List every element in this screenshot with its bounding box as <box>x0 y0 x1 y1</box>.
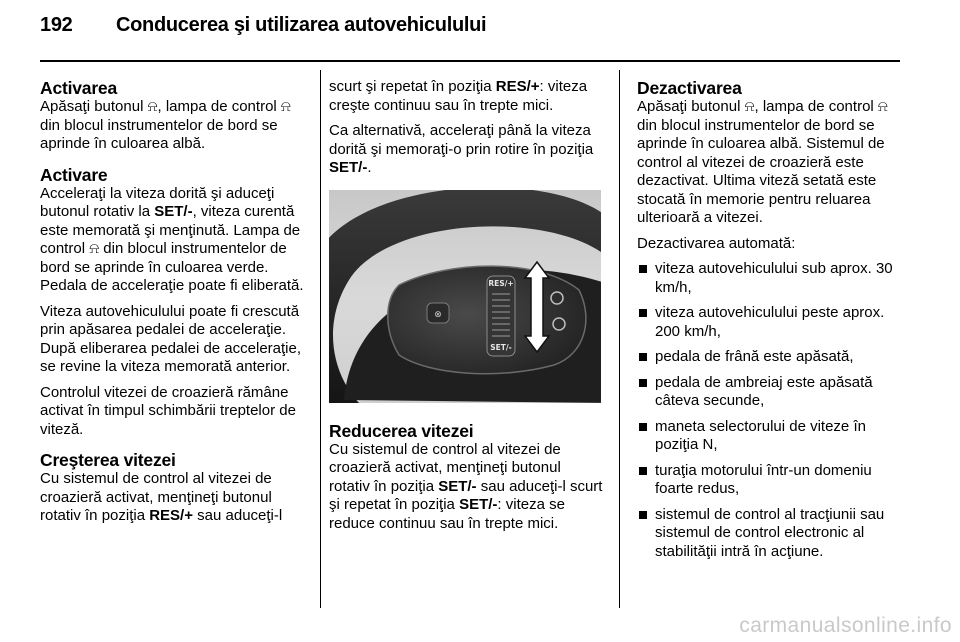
heading-dezactivarea: Dezactivarea <box>637 78 742 98</box>
photo-label-res: RES/+ <box>488 278 514 288</box>
paragraph-alternativa: Ca alternativă, acceleraţi până la viteza dorită şi memoraţi-o prin rotire în poziţia SET/-. <box>329 122 594 176</box>
column-divider-1 <box>320 70 321 608</box>
column-2 <box>329 78 603 540</box>
list-item: viteza autovehiculului peste aprox. 200 km/h, <box>637 304 903 341</box>
list-item: sistemul de control al tracţiunii sau sistemul de control electronic al stabilităţii intră în acţiune. <box>637 506 903 562</box>
paragraph-reducere: Cu sistemul de control al vitezei de croazieră activat, menţineţi butonul rotativ în poziţia SET/- sau aduceţi-l scurt şi repetat în poziţia SET/-: viteza se reduce continuu sau în trepte mici. <box>329 440 603 532</box>
svg-text:⊗: ⊗ <box>434 309 442 320</box>
photo-label-set: SET/- <box>490 342 512 352</box>
page-header <box>40 14 486 37</box>
watermark: carmanualsonline.info <box>739 614 952 637</box>
list-item: turaţia motorului într-un domeniu foarte redus, <box>637 462 903 499</box>
column-divider-2 <box>619 70 620 608</box>
paragraph-activare-3: Controlul vitezei de croazieră rămâne activat în timpul schimbării treptelor de viteză. <box>40 383 296 438</box>
list-item: pedala de ambreiaj este apăsată câteva secunde, <box>637 374 903 411</box>
paragraph-activare-1: Acceleraţi la viteza dorită şi aduceţi butonul rotativ la SET/-, viteza curentă este memorată şi menţinută. Lampa de control ⍾ din blocul instrumentelor de bord se aprinde în culoarea verde. Pedala de acceleraţie poate fi eliberată. <box>40 184 304 294</box>
paragraph-activare-2: Viteza autovehiculului poate fi crescută prin apăsarea pedalei de acceleraţie. După eliberarea pedalei de acceleraţie, se revine la viteza memorată anterior. <box>40 302 302 375</box>
list-item: viteza autovehiculului sub aprox. 30 km/h, <box>637 260 903 297</box>
column-1 <box>40 78 308 533</box>
paragraph-auto-intro: Dezactivarea automată: <box>637 234 796 252</box>
heading-reducere: Reducerea vitezei <box>329 420 474 441</box>
heading-activarea: Activarea <box>40 78 118 98</box>
steering-wheel-photo <box>329 190 601 403</box>
paragraph-crestere: Cu sistemul de control al vitezei de croazieră activat, menţineţi butonul rotativ în poziţia RES/+ sau aduceţi-l <box>40 470 283 524</box>
deactivation-list <box>637 260 903 561</box>
paragraph-dezactivarea: Apăsaţi butonul ⍾, lampa de control ⍾ din blocul instrumentelor de bord se aprinde în culoarea albă. Sistemul de control al vitezei de croazieră este dezactivat. Ultima viteză setată este stocată în memorie pentru reluarea ulterioară a vitezei. <box>637 98 888 226</box>
header-rule <box>40 60 900 62</box>
heading-crestere: Creşterea vitezei <box>40 450 176 470</box>
page-number: 192 <box>40 14 73 36</box>
paragraph-activarea: Apăsaţi butonul ⍾, lampa de control ⍾ din blocul instrumentelor de bord se aprinde în culoarea albă. <box>40 98 291 152</box>
paragraph-crestere-cont: scurt şi repetat în poziţia RES/+: viteza creşte continuu sau în trepte mici. <box>329 78 588 114</box>
heading-activare: Activare <box>40 164 108 185</box>
page-title: Conducerea şi utilizarea autovehiculului <box>116 14 487 36</box>
list-item: maneta selectorului de viteze în poziţia N, <box>637 418 903 455</box>
column-3 <box>637 78 903 568</box>
list-item: pedala de frână este apăsată, <box>637 348 903 367</box>
